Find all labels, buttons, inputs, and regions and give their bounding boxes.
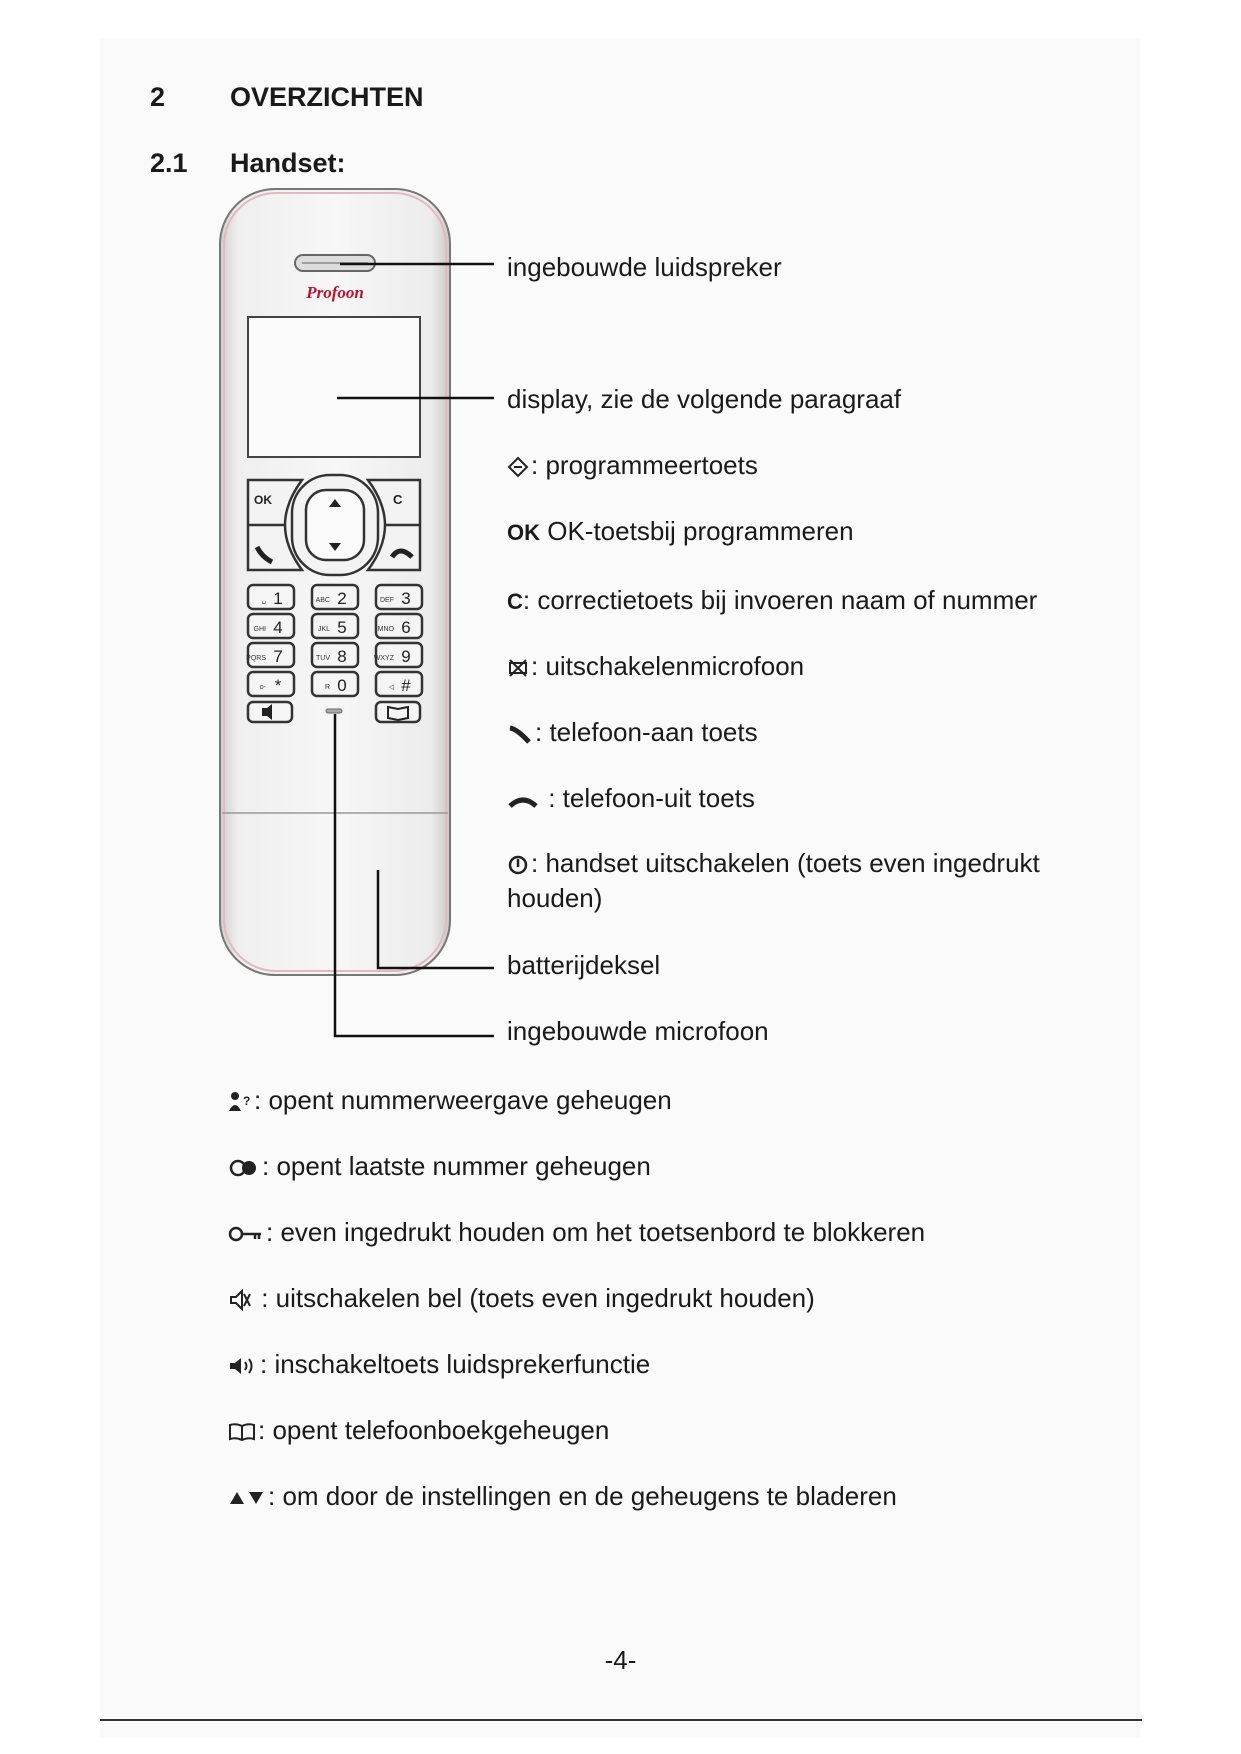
callout-speaker: ingebouwde luidspreker [507, 252, 782, 282]
keypad-key [374, 643, 422, 667]
callout-mute [507, 649, 804, 684]
keypad-key [248, 614, 294, 638]
legend-ringer-text: : uitschakelen bel (toets even ingedrukt houden) [254, 1283, 815, 1313]
keypad-key-sub: PQRS [246, 655, 266, 662]
keypad-key-label: 1 [273, 589, 283, 608]
subsection-title: Handset: [230, 148, 346, 178]
legend-redial [228, 1149, 651, 1184]
legend-scroll-text: : om door de instellingen en de geheugens te bladeren [268, 1481, 897, 1511]
callout-mute-text: : uitschakelenmicrofoon [531, 651, 805, 681]
redial-icon [228, 1157, 260, 1179]
ringer-off-icon [228, 1288, 252, 1312]
speakerphone-icon [228, 1355, 258, 1377]
keypad-key [376, 585, 422, 609]
callout-on [507, 715, 758, 750]
svg-text:?: ? [243, 1094, 251, 1109]
mic-hole [326, 709, 342, 713]
callout-ok-text: OK-toetsbij programmeren [547, 516, 854, 546]
keypad-key-label: # [401, 676, 411, 695]
callout-corr [507, 583, 1037, 619]
handset-illustration [210, 185, 460, 985]
keypad-key-sub: ABC [315, 597, 330, 604]
keypad-key [248, 672, 294, 696]
display-screen [248, 317, 420, 457]
keypad-key-sub: R [324, 684, 330, 691]
keypad-key-sub: WXYZ [373, 655, 394, 662]
keypad-key-frame [248, 585, 294, 609]
keypad-key-sub: GHI [253, 626, 266, 633]
section-title: OVERZICHTEN [230, 82, 424, 112]
keypad-key-sub: JKL [317, 626, 330, 633]
keypad-key-label: 8 [337, 647, 347, 666]
keypad-key [312, 672, 358, 696]
keypad-key-label: 4 [273, 618, 283, 637]
page-number: -4- [604, 1645, 637, 1675]
section-number: 2 [150, 82, 166, 112]
legend-phonebook-text: : opent telefoonboekgeheugen [258, 1415, 610, 1445]
up-down-arrows-icon [228, 1487, 266, 1509]
legend-callerid [228, 1083, 672, 1118]
callout-battery: batterijdeksel [507, 950, 661, 980]
callout-power [507, 846, 1107, 916]
keypad-key [312, 643, 358, 667]
keypad-key-sub: MNO [377, 626, 394, 633]
keypad-key-sub: ␣ [261, 597, 266, 604]
keypad-key-sub: DEF [380, 597, 394, 604]
keypad-key-frame [248, 672, 294, 696]
legend-redial-text: : opent laatste nummer geheugen [262, 1151, 651, 1181]
phone-on-icon [507, 723, 533, 745]
c-key-label: C [393, 492, 403, 507]
keypad-key [246, 643, 294, 667]
caller-id-icon [228, 1091, 252, 1113]
keypad-key-label: * [274, 676, 282, 695]
legend-lock [228, 1215, 925, 1250]
keypad-key-label: 5 [337, 618, 347, 637]
legend-speaker [228, 1347, 650, 1382]
keypad-key [312, 614, 358, 638]
callout-off-text: : telefoon-uit toets [541, 783, 755, 813]
keypad-key-label: 2 [337, 589, 347, 608]
legend-scroll [228, 1479, 897, 1514]
brand-logo: Profoon [306, 283, 364, 302]
c-icon: C [507, 589, 523, 614]
keypad-key-label: 9 [401, 647, 411, 666]
diamond-arrow-icon [507, 456, 529, 478]
keypad-key-label: 3 [401, 589, 411, 608]
callout-prog-text: : programmeertoets [531, 450, 758, 480]
power-icon [507, 854, 529, 876]
callout-off [507, 781, 755, 816]
keypad-key-label: 6 [401, 618, 411, 637]
callout-prog [507, 448, 758, 483]
keypad-key-frame [376, 672, 422, 696]
keypad-key [376, 672, 422, 696]
ok-key-label: OK [254, 493, 272, 507]
keypad-key-label: 0 [337, 676, 347, 695]
keypad-key [312, 585, 358, 609]
keypad-key [248, 585, 294, 609]
subsection-number: 2.1 [150, 148, 188, 178]
keypad-key-label: 7 [273, 647, 283, 666]
callout-power-text: : handset uitschakelen (toets even ingedrukt houden) [507, 848, 1040, 913]
keypad-key-sub: o- [259, 684, 266, 691]
legend-speaker-text: : inschakeltoets luidsprekerfunctie [260, 1349, 651, 1379]
legend-callerid-text: : opent nummerweergave geheugen [254, 1085, 672, 1115]
callout-on-text: : telefoon-aan toets [535, 717, 758, 747]
keypad-key-frame [312, 672, 358, 696]
mute-mic-icon [507, 657, 529, 679]
footer-rule [100, 1719, 1142, 1721]
callout-display: display, zie de volgende paragraaf [507, 384, 902, 414]
legend-phonebook [228, 1413, 609, 1448]
phone-off-icon [507, 789, 539, 811]
keypad-key-sub: TUV [316, 655, 330, 662]
key-lock-icon [228, 1223, 264, 1245]
callout-corr-text: : correctietoets bij invoeren naam of nummer [522, 585, 1038, 615]
phonebook-icon [228, 1421, 256, 1443]
legend-lock-text: : even ingedrukt houden om het toetsenbord te blokkeren [266, 1217, 926, 1247]
keypad-key [376, 614, 422, 638]
callout-ok [507, 514, 854, 550]
ok-icon: OK [507, 520, 540, 545]
legend-ringer [228, 1281, 815, 1316]
keypad-key-sub: ◁ [388, 684, 394, 691]
callout-mic: ingebouwde microfoon [507, 1016, 769, 1046]
